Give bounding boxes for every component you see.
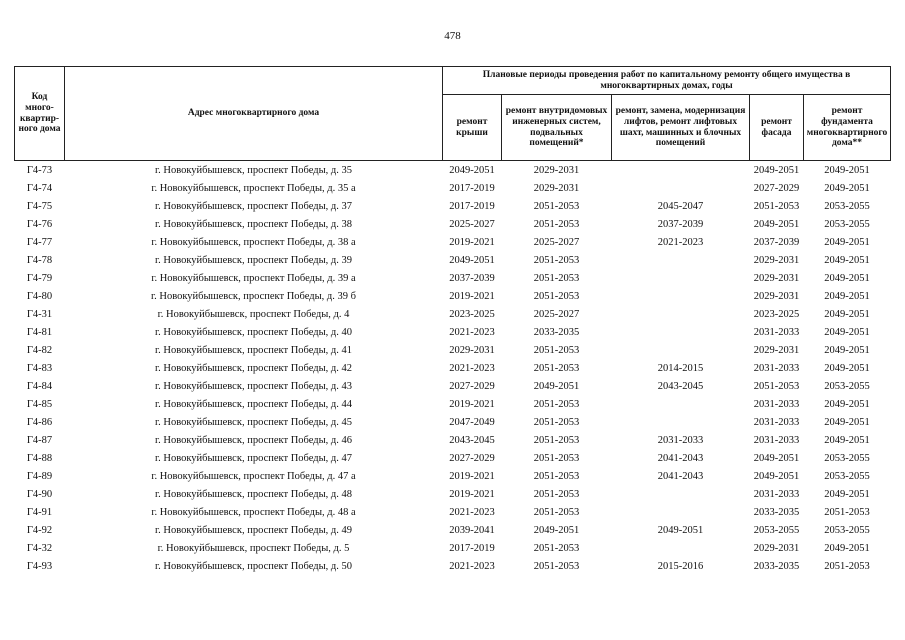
cell-facade: 2037-2039 (753, 236, 800, 248)
cell-facade: 2033-2035 (753, 560, 800, 572)
cell-engineering: 2051-2053 (533, 254, 580, 266)
cell-code: Г4-93 (26, 560, 53, 572)
cell-foundation: 2053-2055 (824, 380, 870, 392)
cell-engineering: 2051-2053 (533, 398, 580, 410)
cell-foundation: 2053-2055 (824, 200, 870, 212)
cell-address: г. Новокуйбышевск, проспект Победы, д. 38 (154, 218, 352, 230)
cell-facade: 2031-2033 (753, 362, 800, 374)
cell-code: Г4-76 (26, 218, 53, 230)
cell-address: г. Новокуйбышевск, проспект Победы, д. 40 (154, 326, 352, 338)
cell-engineering: 2025-2027 (533, 236, 580, 248)
cell-foundation: 2053-2055 (824, 452, 870, 464)
cell-elevators (612, 413, 750, 431)
cell-address: г. Новокуйбышевск, проспект Победы, д. 41 (154, 344, 352, 356)
table-row (15, 449, 891, 467)
header-roof: ремонт крыши (443, 95, 502, 161)
cell-roof: 2017-2019 (449, 200, 495, 212)
cell-foundation: 2049-2051 (824, 434, 870, 446)
cell-elevators (612, 323, 750, 341)
cell-elevators: 2041-2043 (657, 452, 704, 464)
cell-engineering: 2051-2053 (533, 560, 580, 572)
cell-foundation: 2049-2051 (824, 362, 870, 374)
cell-address: г. Новокуйбышевск, проспект Победы, д. 35 (65, 161, 443, 180)
cell-engineering: 2051-2053 (533, 344, 580, 356)
cell-elevators (612, 251, 750, 269)
header-planned-periods: Плановые периоды проведения работ по капитальному ремонту общего имущества в многоквартирных домах, годы (443, 67, 891, 95)
cell-facade: 2027-2029 (753, 182, 800, 194)
cell-roof: 2017-2019 (449, 182, 495, 194)
cell-roof: 2019-2021 (449, 470, 495, 482)
cell-engineering: 2051-2053 (533, 434, 580, 446)
cell-roof: 2049-2051 (443, 161, 502, 180)
cell-elevators: 2021-2023 (657, 236, 704, 248)
cell-elevators: 2049-2051 (657, 524, 704, 536)
cell-engineering: 2025-2027 (533, 308, 580, 320)
cell-roof: 2021-2023 (449, 506, 495, 518)
cell-facade: 2031-2033 (753, 434, 800, 446)
header-elevators: ремонт, замена, модернизация лифтов, ремонт лифтовых шахт, машинных и блочных помещений (612, 95, 750, 161)
cell-roof: 2043-2045 (449, 434, 495, 446)
table-row (15, 341, 891, 359)
header-code: Код много-квартир-ного дома (15, 67, 65, 161)
cell-facade: 2049-2051 (753, 470, 800, 482)
cell-facade: 2051-2053 (753, 200, 800, 212)
cell-elevators: 2037-2039 (657, 218, 704, 230)
cell-elevators (612, 341, 750, 359)
cell-address: г. Новокуйбышевск, проспект Победы, д. 45 (154, 416, 352, 428)
cell-code: Г4-32 (26, 542, 53, 554)
cell-facade: 2053-2055 (753, 524, 800, 536)
cell-roof: 2019-2021 (449, 290, 495, 302)
cell-code: Г4-81 (26, 326, 53, 338)
cell-code: Г4-92 (26, 524, 53, 536)
cell-address: г. Новокуйбышевск, проспект Победы, д. 46 (154, 434, 352, 446)
cell-facade: 2033-2035 (753, 506, 800, 518)
cell-facade: 2031-2033 (753, 416, 800, 428)
cell-elevators (612, 503, 750, 521)
cell-elevators: 2031-2033 (657, 434, 704, 446)
cell-address: г. Новокуйбышевск, проспект Победы, д. 47 (154, 452, 352, 464)
cell-facade: 2049-2051 (750, 161, 804, 180)
cell-code: Г4-85 (26, 398, 53, 410)
cell-facade: 2029-2031 (753, 254, 800, 266)
cell-foundation: 2053-2055 (824, 470, 870, 482)
cell-roof: 2019-2021 (449, 236, 495, 248)
cell-address: г. Новокуйбышевск, проспект Победы, д. 43 (154, 380, 352, 392)
cell-elevators (612, 305, 750, 323)
table-row (15, 305, 891, 323)
cell-engineering: 2029-2031 (502, 161, 612, 180)
cell-roof: 2037-2039 (449, 272, 495, 284)
table-body (15, 161, 891, 576)
cell-code: Г4-87 (26, 434, 53, 446)
cell-facade: 2029-2031 (753, 542, 800, 554)
cell-foundation: 2053-2055 (824, 524, 870, 536)
cell-code: Г4-91 (26, 506, 53, 518)
cell-address: г. Новокуйбышевск, проспект Победы, д. 44 (154, 398, 352, 410)
cell-roof: 2039-2041 (449, 524, 495, 536)
cell-address: г. Новокуйбышевск, проспект Победы, д. 4 (157, 308, 350, 320)
table-row (15, 467, 891, 485)
table-row (15, 197, 891, 215)
cell-elevators (612, 539, 750, 557)
cell-elevators: 2045-2047 (657, 200, 704, 212)
header-facade: ремонт фасада (750, 95, 804, 161)
table-row (15, 503, 891, 521)
cell-foundation: 2049-2051 (824, 182, 870, 194)
cell-code: Г4-73 (15, 161, 65, 180)
cell-code: Г4-89 (26, 470, 53, 482)
cell-elevators: 2014-2015 (657, 362, 704, 374)
table-row (15, 215, 891, 233)
cell-elevators: 2041-2043 (657, 470, 704, 482)
table-row (15, 161, 891, 180)
cell-address: г. Новокуйбышевск, проспект Победы, д. 5 (157, 542, 350, 554)
cell-engineering: 2051-2053 (533, 272, 580, 284)
cell-roof: 2017-2019 (449, 542, 495, 554)
cell-foundation: 2049-2051 (824, 398, 870, 410)
cell-elevators (612, 395, 750, 413)
cell-code: Г4-88 (26, 452, 53, 464)
cell-roof: 2027-2029 (449, 452, 495, 464)
cell-foundation: 2049-2051 (824, 326, 870, 338)
cell-address: г. Новокуйбышевск, проспект Победы, д. 37 (154, 200, 352, 212)
table-row (15, 557, 891, 575)
cell-elevators (612, 179, 750, 197)
cell-foundation: 2053-2055 (824, 218, 870, 230)
cell-facade: 2049-2051 (753, 452, 800, 464)
cell-roof: 2019-2021 (449, 488, 495, 500)
cell-address: г. Новокуйбышевск, проспект Победы, д. 48 а (151, 506, 356, 518)
cell-engineering: 2033-2035 (533, 326, 580, 338)
cell-code: Г4-80 (26, 290, 53, 302)
table-row (15, 521, 891, 539)
cell-code: Г4-79 (26, 272, 53, 284)
cell-roof: 2021-2023 (449, 560, 495, 572)
cell-code: Г4-86 (26, 416, 53, 428)
cell-engineering: 2051-2053 (533, 506, 580, 518)
header-address: Адрес многоквартирного дома (65, 67, 443, 161)
cell-facade: 2051-2053 (753, 380, 800, 392)
header-engineering: ремонт внутридомовых инженерных систем, подвальных помещений* (502, 95, 612, 161)
cell-roof: 2025-2027 (449, 218, 495, 230)
cell-code: Г4-84 (26, 380, 53, 392)
cell-address: г. Новокуйбышевск, проспект Победы, д. 50 (154, 560, 352, 572)
cell-address: г. Новокуйбышевск, проспект Победы, д. 35 а (151, 182, 356, 194)
cell-engineering: 2051-2053 (533, 416, 580, 428)
cell-address: г. Новокуйбышевск, проспект Победы, д. 39 а (151, 272, 356, 284)
page-number: 478 (444, 30, 461, 42)
cell-foundation: 2049-2051 (824, 254, 870, 266)
cell-engineering: 2051-2053 (533, 200, 580, 212)
cell-foundation: 2049-2051 (824, 416, 870, 428)
table-row (15, 377, 891, 395)
table-row (15, 287, 891, 305)
cell-address: г. Новокуйбышевск, проспект Победы, д. 47 а (151, 470, 356, 482)
table-row (15, 431, 891, 449)
table-row (15, 359, 891, 377)
cell-code: Г4-31 (26, 308, 53, 320)
table-row (15, 233, 891, 251)
cell-engineering: 2051-2053 (533, 218, 580, 230)
cell-address: г. Новокуйбышевск, проспект Победы, д. 39 б (151, 290, 356, 302)
cell-foundation: 2049-2051 (824, 272, 870, 284)
table-row (15, 395, 891, 413)
cell-engineering: 2051-2053 (533, 452, 580, 464)
table-row (15, 251, 891, 269)
table-row (15, 413, 891, 431)
cell-roof: 2021-2023 (449, 362, 495, 374)
cell-roof: 2029-2031 (449, 344, 495, 356)
cell-code: Г4-78 (26, 254, 53, 266)
cell-address: г. Новокуйбышевск, проспект Победы, д. 42 (154, 362, 352, 374)
cell-elevators (612, 287, 750, 305)
cell-engineering: 2051-2053 (533, 362, 580, 374)
cell-foundation: 2051-2053 (824, 506, 870, 518)
table-row (15, 323, 891, 341)
cell-facade: 2029-2031 (753, 272, 800, 284)
table-row (15, 179, 891, 197)
cell-engineering: 2051-2053 (533, 470, 580, 482)
cell-roof: 2023-2025 (449, 308, 495, 320)
cell-facade: 2029-2031 (753, 290, 800, 302)
cell-engineering: 2051-2053 (533, 290, 580, 302)
cell-engineering: 2029-2031 (533, 182, 580, 194)
cell-roof: 2019-2021 (449, 398, 495, 410)
cell-elevators: 2015-2016 (657, 560, 704, 572)
cell-engineering: 2049-2051 (533, 524, 580, 536)
cell-address: г. Новокуйбышевск, проспект Победы, д. 48 (154, 488, 352, 500)
cell-foundation: 2049-2051 (824, 488, 870, 500)
cell-engineering: 2049-2051 (533, 380, 580, 392)
cell-code: Г4-74 (26, 182, 53, 194)
cell-facade: 2031-2033 (753, 326, 800, 338)
cell-elevators (612, 161, 750, 180)
cell-roof: 2021-2023 (449, 326, 495, 338)
cell-code: Г4-90 (26, 488, 53, 500)
cell-foundation: 2049-2051 (824, 236, 870, 248)
cell-engineering: 2051-2053 (533, 542, 580, 554)
cell-code: Г4-75 (26, 200, 53, 212)
capital-repair-table (14, 66, 891, 575)
cell-elevators (612, 485, 750, 503)
cell-foundation: 2049-2051 (824, 344, 870, 356)
cell-foundation: 2049-2051 (804, 161, 891, 180)
cell-facade: 2031-2033 (753, 488, 800, 500)
cell-foundation: 2049-2051 (824, 308, 870, 320)
cell-roof: 2047-2049 (449, 416, 495, 428)
cell-foundation: 2051-2053 (824, 560, 870, 572)
cell-address: г. Новокуйбышевск, проспект Победы, д. 49 (154, 524, 352, 536)
cell-roof: 2049-2051 (449, 254, 495, 266)
cell-code: Г4-82 (26, 344, 53, 356)
cell-foundation: 2049-2051 (824, 290, 870, 302)
cell-facade: 2023-2025 (753, 308, 800, 320)
cell-facade: 2029-2031 (753, 344, 800, 356)
table-row (15, 269, 891, 287)
table-row (15, 539, 891, 557)
cell-roof: 2027-2029 (449, 380, 495, 392)
cell-elevators (612, 269, 750, 287)
table-row (15, 485, 891, 503)
cell-address: г. Новокуйбышевск, проспект Победы, д. 39 (154, 254, 352, 266)
cell-facade: 2049-2051 (753, 218, 800, 230)
cell-engineering: 2051-2053 (533, 488, 580, 500)
cell-code: Г4-77 (26, 236, 53, 248)
cell-foundation: 2049-2051 (824, 542, 870, 554)
cell-elevators: 2043-2045 (657, 380, 704, 392)
cell-address: г. Новокуйбышевск, проспект Победы, д. 38 а (151, 236, 356, 248)
cell-code: Г4-83 (26, 362, 53, 374)
cell-facade: 2031-2033 (753, 398, 800, 410)
header-foundation: ремонт фундамента многоквартирного дома** (804, 95, 891, 161)
